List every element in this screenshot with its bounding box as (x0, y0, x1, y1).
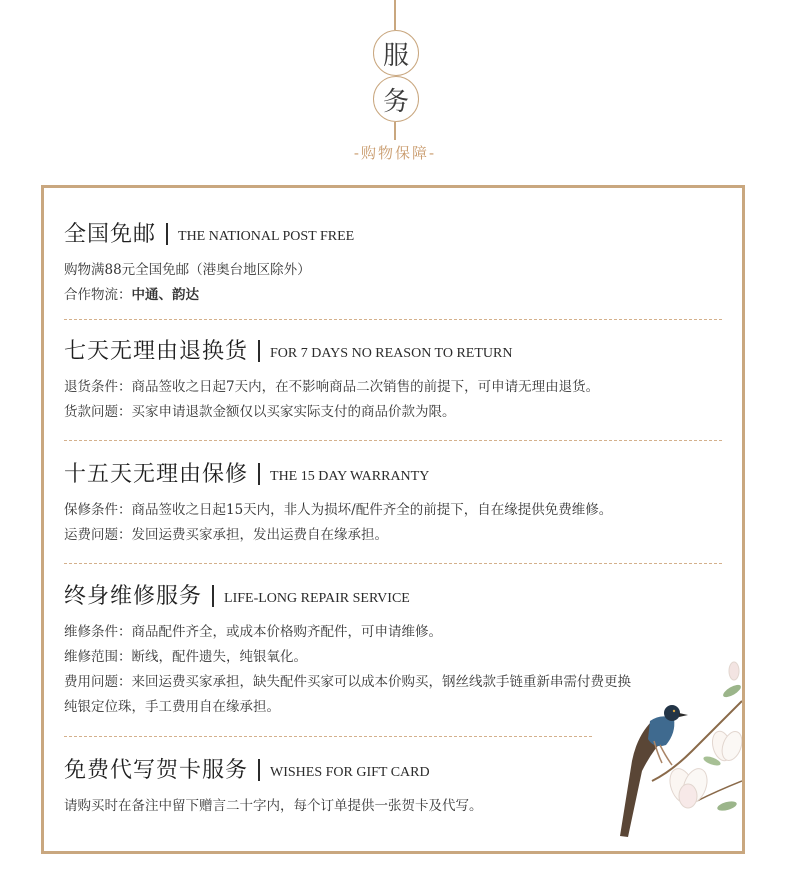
page-subtitle: -购物保障- (353, 144, 437, 162)
line-text: 退货条件：商品签收之日起7天内，在不影响商品二次销售的前提下，可申请无理由退货。 (64, 379, 600, 395)
badge-char-bottom: 务 (373, 76, 419, 122)
badge-char-top: 服 (373, 30, 419, 76)
guarantee-frame (41, 185, 745, 854)
section-line (64, 283, 722, 308)
section-title: 十五天无理由保修 (64, 462, 249, 487)
bird-flower-illustration (592, 661, 742, 851)
section-subtitle: THE 15 DAY WARRANTY (270, 469, 430, 484)
line-text: 维修条件：商品配件齐全，或成本价格购齐配件，可申请维修。 (64, 624, 442, 640)
section-divider (64, 319, 722, 320)
section-divider (64, 736, 592, 737)
line-text: 费用问题：来回运费买家承担，缺失配件买家可以成本价购买，钢丝线款手链重新串需付费更换 (64, 674, 631, 690)
section-seven-day-return (64, 333, 722, 425)
section-subtitle: LIFE-LONG REPAIR SERVICE (224, 591, 410, 606)
badge-line-bottom (394, 122, 396, 140)
section-subtitle: WISHES FOR GIFT CARD (270, 765, 430, 780)
section-title: 终身维修服务 (64, 584, 203, 609)
title-divider (258, 463, 260, 485)
title-divider (258, 759, 260, 781)
line-text: 货款问题：买家申请退款金额仅以买家实际支付的商品价款为限。 (64, 404, 456, 420)
leaf (721, 683, 742, 700)
badge-line-top (394, 0, 396, 30)
magnolia-flower (709, 729, 742, 763)
magnolia-flower (666, 765, 712, 808)
section-line (64, 523, 722, 548)
magnolia-bud (729, 662, 739, 680)
title-divider (212, 585, 214, 607)
title-divider (258, 340, 260, 362)
section-line (64, 258, 722, 283)
line-text: 请购买时在备注中留下赠言二十字内，每个订单提供一张贺卡及代写。 (64, 798, 483, 814)
line-text: 购物满88元全国免邮（港奥台地区除外） (64, 262, 311, 278)
line-text: 纯银定位珠，手工费用自在缘承担。 (64, 699, 280, 715)
section-line (64, 498, 722, 523)
line-label: 合作物流： (64, 287, 132, 303)
section-divider (64, 563, 722, 564)
section-line (64, 375, 722, 400)
line-text: 保修条件：商品签收之日起15天内，非人为损坏/配件齐全的前提下，自在缘提供免费维修。 (64, 502, 613, 518)
section-divider (64, 440, 722, 441)
section-title: 免费代写贺卡服务 (64, 758, 249, 783)
title-divider (166, 223, 168, 245)
header-badge (370, 30, 420, 120)
section-subtitle: THE NATIONAL POST FREE (178, 229, 355, 244)
leaf (716, 800, 737, 813)
section-title: 七天无理由退换货 (64, 339, 249, 364)
line-text: 维修范围：断线，配件遗失，纯银氧化。 (64, 649, 307, 665)
section-line (64, 620, 722, 645)
section-fifteen-day-warranty (64, 456, 722, 548)
section-free-shipping (64, 216, 722, 308)
section-subtitle: FOR 7 DAYS NO REASON TO RETURN (270, 346, 513, 361)
section-title: 全国免邮 (64, 222, 157, 247)
section-line (64, 400, 722, 425)
line-text: 运费问题：发回运费买家承担，发出运费自在缘承担。 (64, 527, 388, 543)
line-value: 中通、韵达 (131, 287, 199, 303)
